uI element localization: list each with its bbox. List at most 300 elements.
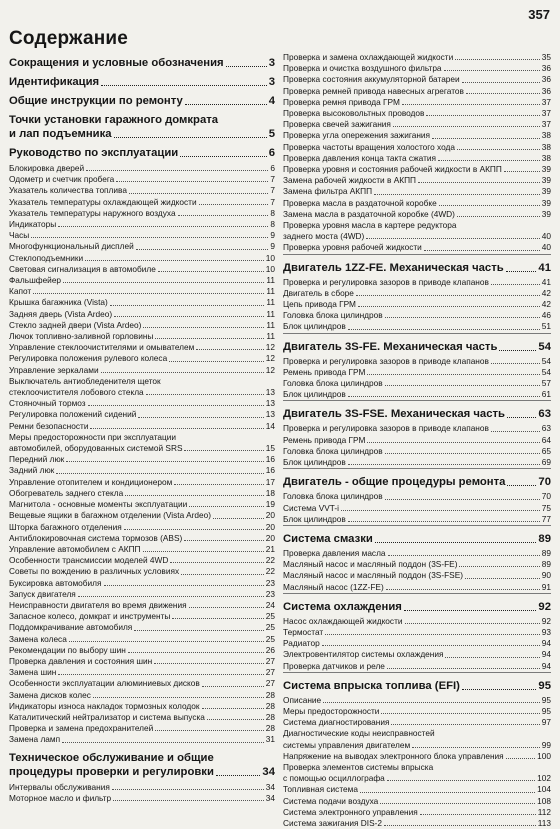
toc-page-number: 37 [541, 119, 551, 130]
toc-entry-text: Радиатор [283, 638, 320, 649]
toc-page-number: 11 [266, 286, 275, 297]
toc-section-heading[interactable] [9, 94, 275, 108]
toc-page-number: 39 [541, 197, 551, 208]
toc-entry[interactable] [283, 559, 551, 570]
toc-section-heading[interactable] [283, 600, 551, 614]
toc-page-number: 9 [270, 241, 275, 252]
toc-entry-text: Проверка и замена охлаждающей жидкости [283, 52, 454, 62]
dot-leader [402, 104, 540, 105]
toc-entry[interactable] [283, 198, 551, 209]
dot-leader [178, 215, 269, 216]
toc-entry[interactable] [9, 488, 275, 499]
toc-entry-text: Каталитический нейтрализатор и система выпуска [9, 711, 205, 722]
toc-page-number: 26 [265, 644, 275, 655]
toc-entry-text: Лючок топливно-заливной горловины [9, 331, 154, 342]
toc-entry[interactable] [9, 331, 275, 342]
toc-page-number: 27 [265, 667, 275, 678]
dot-leader [412, 747, 540, 748]
toc-entry-text: Крышка багажника (Vista) [9, 297, 108, 308]
toc-section-heading[interactable] [283, 679, 551, 693]
section-divider [283, 400, 551, 401]
toc-entry[interactable] [283, 108, 551, 119]
dot-leader [462, 82, 540, 83]
dot-leader [457, 216, 540, 217]
dot-leader [504, 171, 540, 172]
dot-leader [58, 226, 268, 227]
toc-entry[interactable] [9, 477, 275, 488]
toc-right-column [283, 52, 551, 829]
toc-entry[interactable] [283, 119, 551, 130]
toc-entry[interactable] [283, 153, 551, 164]
toc-entry[interactable] [283, 367, 551, 378]
dot-leader [348, 521, 540, 522]
toc-entry-text: Замена дисков колес [9, 689, 91, 700]
toc-page-number: 8 [270, 219, 275, 230]
dot-leader [196, 349, 263, 350]
toc-entry-text: Неисправности двигателя во время движения [9, 599, 187, 610]
toc-entry[interactable] [9, 376, 275, 398]
toc-entry[interactable] [9, 454, 275, 465]
dot-leader [348, 396, 540, 397]
toc-entry-text: Рекомендации по выбору шин [9, 644, 126, 655]
toc-entry-text: Особенности трансмиссии моделей 4WD [9, 555, 169, 566]
dot-leader [202, 708, 264, 709]
toc-page-number: 6 [270, 163, 275, 173]
dot-leader [85, 260, 264, 261]
toc-entry-text-line: Точки установки гаражного домкрата [9, 114, 219, 126]
toc-entry-text: Напряжение на выводах электронного блока управления [283, 750, 504, 761]
toc-entry[interactable] [283, 446, 551, 457]
dot-leader [114, 316, 264, 317]
toc-section-heading[interactable] [283, 532, 551, 546]
dot-leader [506, 271, 537, 272]
toc-page-number: 64 [541, 434, 551, 445]
toc-entry-text: Замена фильтра АКПП [283, 186, 373, 197]
toc-page-number: 54 [538, 340, 551, 353]
toc-page-number: 11 [266, 308, 275, 319]
toc-list-right [283, 52, 551, 829]
toc-entry[interactable] [283, 514, 551, 525]
toc-entry-text: Передний люк [9, 454, 65, 465]
dot-leader [491, 284, 540, 285]
toc-section-heading[interactable] [9, 146, 275, 160]
toc-page-number: 18 [265, 487, 275, 498]
toc-entry[interactable] [283, 762, 551, 784]
dot-leader [62, 742, 264, 743]
toc-entry[interactable] [283, 310, 551, 321]
toc-entry[interactable] [9, 793, 275, 804]
toc-entry-text-line: Техническое обслуживание и общие [9, 751, 214, 764]
toc-entry[interactable] [283, 548, 551, 559]
toc-entry-text: системы управления двигателем [283, 739, 411, 750]
dot-leader [180, 156, 266, 157]
toc-entry-text: стеклоочистителя лобового стекла [9, 387, 144, 398]
toc-entry[interactable] [9, 264, 275, 275]
toc-entry[interactable] [283, 728, 551, 750]
toc-page-number: 23 [265, 588, 275, 599]
toc-page-number: 4 [268, 95, 275, 107]
dot-leader [439, 205, 540, 206]
dot-leader [375, 542, 537, 543]
toc-page-number: 89 [541, 559, 551, 570]
toc-entry-text: Задняя дверь (Vista Ardeo) [9, 308, 113, 319]
toc-entry-text: Блок цилиндров [283, 513, 346, 524]
toc-entry[interactable] [283, 706, 551, 717]
dot-leader [432, 138, 540, 139]
toc-entry[interactable] [283, 175, 551, 186]
toc-entry-text: Головка блока цилиндров [283, 491, 383, 502]
toc-entry-text: Масляный насос и масляный поддон (3S-FSE) [283, 570, 463, 581]
dot-leader [116, 181, 268, 182]
toc-entry[interactable] [283, 491, 551, 502]
toc-entry-text: Двигатель 1ZZ-FE. Механическая часть [283, 261, 504, 274]
toc-entry[interactable] [9, 241, 275, 252]
toc-entry-text: Система впрыска топлива (EFI) [283, 679, 460, 692]
dot-leader [93, 697, 264, 698]
dot-leader [146, 394, 264, 395]
toc-page-number: 14 [265, 420, 275, 431]
toc-entry[interactable] [9, 309, 275, 320]
toc-entry[interactable] [9, 163, 275, 174]
toc-entry-text: автомобилей, оборудованных системой SRS [9, 443, 183, 454]
toc-entry-text: Двигатель 3S-FSE. Механическая часть [283, 408, 505, 421]
dot-leader [134, 630, 263, 631]
toc-page-number: 28 [265, 711, 275, 722]
toc-entry-text: Проверка частоты вращения холостого хода [283, 141, 455, 152]
dot-leader [170, 562, 263, 563]
dot-leader [104, 585, 264, 586]
toc-entry[interactable] [9, 656, 275, 667]
toc-page-number: 38 [541, 130, 551, 141]
toc-section-heading[interactable] [9, 75, 275, 89]
dot-leader [69, 641, 264, 642]
toc-page-number: 91 [541, 581, 551, 592]
toc-entry[interactable] [9, 342, 275, 353]
toc-entry[interactable] [9, 174, 275, 185]
toc-entry[interactable] [9, 723, 275, 734]
toc-entry[interactable] [9, 365, 275, 376]
toc-entry-text: Проверка и регулировка зазоров в приводе клапанов [283, 276, 489, 287]
toc-entry[interactable] [283, 627, 551, 638]
toc-entry[interactable] [283, 130, 551, 141]
dot-leader [110, 305, 265, 306]
dot-leader [445, 657, 539, 658]
toc-entry[interactable] [283, 164, 551, 175]
toc-entry[interactable] [9, 634, 275, 645]
toc-entry-text: Сокращения и условные обозначения [9, 57, 224, 69]
toc-entry[interactable] [9, 230, 275, 241]
toc-entry[interactable] [283, 695, 551, 706]
toc-entry-text: Многофункциональный дисплей [9, 241, 134, 252]
toc-entry-text: Идентификация [9, 76, 100, 88]
toc-entry-text: Запуск двигателя [9, 588, 76, 599]
dot-leader [114, 137, 267, 138]
dot-leader [466, 93, 540, 94]
toc-entry[interactable] [283, 389, 551, 400]
section-divider [283, 254, 551, 255]
toc-entry[interactable] [283, 638, 551, 649]
toc-page-number: 12 [265, 342, 275, 353]
dot-leader [374, 194, 540, 195]
toc-page-number: 25 [265, 622, 275, 633]
dot-leader [172, 618, 263, 619]
toc-entry[interactable] [9, 409, 275, 420]
toc-entry[interactable] [283, 186, 551, 197]
dot-leader [155, 730, 263, 731]
dot-leader [181, 574, 264, 575]
toc-entry[interactable] [9, 286, 275, 297]
toc-page-number: 104 [537, 784, 551, 795]
toc-entry[interactable] [9, 578, 275, 589]
toc-section-heading[interactable] [9, 751, 275, 779]
toc-entry-text: Фальшфейер [9, 275, 62, 286]
toc-entry[interactable] [9, 398, 275, 409]
toc-entry[interactable] [9, 253, 275, 264]
dot-leader [385, 453, 540, 454]
toc-entry[interactable] [283, 299, 551, 310]
toc-entry[interactable] [283, 242, 551, 253]
toc-entry[interactable] [283, 52, 551, 63]
toc-page-number: 46 [541, 310, 551, 321]
toc-entry[interactable] [9, 208, 275, 219]
toc-page-number: 41 [538, 261, 551, 274]
dot-leader [90, 428, 263, 429]
toc-entry[interactable] [9, 533, 275, 544]
toc-entry-text: Задний люк [9, 465, 55, 476]
toc-entry[interactable] [283, 661, 551, 672]
dot-leader [323, 702, 540, 703]
toc-entry-text: Масляный насос (1ZZ-FE) [283, 581, 384, 592]
toc-page-number: 95 [538, 679, 551, 692]
toc-entry[interactable] [283, 209, 551, 220]
toc-entry[interactable] [283, 378, 551, 389]
toc-entry[interactable] [9, 421, 275, 432]
toc-entry-text: Система зажигания DIS-2 [283, 817, 383, 828]
toc-entry[interactable] [283, 570, 551, 581]
toc-entry[interactable] [283, 796, 551, 807]
dot-leader [63, 282, 264, 283]
dot-leader [101, 372, 264, 373]
toc-entry-row [283, 740, 551, 751]
toc-entry[interactable] [9, 353, 275, 364]
toc-section-heading[interactable] [283, 340, 551, 354]
toc-entry-text: Меры предосторожности [283, 705, 380, 716]
toc-entry[interactable] [283, 288, 551, 299]
toc-entry-row [283, 773, 551, 784]
toc-entry[interactable] [9, 275, 275, 286]
toc-page-number: 75 [541, 502, 551, 513]
dot-leader [143, 327, 264, 328]
toc-entry[interactable] [9, 185, 275, 196]
toc-page-number: 9 [270, 230, 275, 241]
dot-leader [387, 668, 540, 669]
toc-entry-text: Двигатель 3S-FE. Механическая часть [283, 340, 498, 353]
toc-page-number: 20 [265, 532, 275, 543]
toc-entry-text: Проверка давления и состояния шин [9, 655, 153, 666]
toc-entry[interactable] [9, 522, 275, 533]
section-divider [283, 672, 551, 673]
toc-page-number: 34 [265, 781, 275, 792]
toc-entry[interactable] [9, 589, 275, 600]
toc-page-number: 36 [541, 85, 551, 96]
toc-entry[interactable] [9, 197, 275, 208]
dot-leader [491, 431, 540, 432]
toc-entry[interactable] [9, 667, 275, 678]
toc-entry-text: Замена колеса [9, 633, 67, 644]
toc-entry[interactable] [9, 499, 275, 510]
dot-leader [88, 405, 264, 406]
toc-entry[interactable] [283, 63, 551, 74]
dot-leader [78, 596, 264, 597]
toc-entry[interactable] [9, 645, 275, 656]
toc-page-number: 63 [541, 423, 551, 434]
toc-entry-text: Проверка и регулировка зазоров в приводе клапанов [283, 355, 489, 366]
dot-leader [384, 825, 536, 826]
toc-entry[interactable] [283, 616, 551, 627]
toc-entry[interactable] [283, 97, 551, 108]
toc-entry-row [9, 127, 275, 141]
toc-entry[interactable] [283, 321, 551, 332]
toc-entry[interactable] [283, 717, 551, 728]
toc-entry[interactable] [283, 423, 551, 434]
toc-entry[interactable] [283, 356, 551, 367]
dot-leader [128, 652, 264, 653]
toc-entry-text: Управление зеркалами [9, 364, 99, 375]
toc-entry-text: Проверка и замена предохранителей [9, 723, 154, 734]
toc-entry[interactable] [9, 600, 275, 611]
toc-section-heading[interactable] [9, 56, 275, 70]
toc-page-number: 5 [268, 128, 275, 140]
dot-leader [491, 363, 540, 364]
toc-entry-text: Проверка датчиков и реле [283, 660, 385, 671]
toc-entry[interactable] [283, 807, 551, 818]
toc-page-number: 95 [541, 705, 551, 716]
dot-leader [86, 170, 268, 171]
toc-page-number: 7 [270, 196, 275, 207]
toc-entry-text: Проверка ремня привода ГРМ [283, 96, 400, 107]
toc-entry[interactable] [283, 751, 551, 762]
toc-entry[interactable] [283, 142, 551, 153]
section-divider [283, 333, 551, 334]
toc-page-number: 51 [541, 321, 551, 332]
toc-entry[interactable] [9, 432, 275, 454]
dot-leader [367, 374, 539, 375]
toc-entry-text: Ремень привода ГРМ [283, 434, 366, 445]
page-number: 357 [528, 7, 550, 22]
toc-entry[interactable] [9, 465, 275, 476]
toc-page-number: 13 [265, 387, 275, 398]
dot-leader [506, 758, 536, 759]
dot-leader [169, 361, 264, 362]
toc-entry[interactable] [9, 690, 275, 701]
toc-entry[interactable] [283, 457, 551, 468]
dot-leader [380, 803, 535, 804]
toc-section-heading[interactable] [283, 407, 551, 421]
toc-entry-text: Проверка давления масла [283, 547, 386, 558]
toc-entry[interactable] [283, 277, 551, 288]
toc-entry-text: Головка блока цилиндров [283, 378, 383, 389]
toc-entry[interactable] [9, 510, 275, 521]
dot-leader [393, 126, 540, 127]
toc-section-heading[interactable] [283, 261, 551, 275]
dot-leader [386, 589, 540, 590]
toc-entry[interactable] [9, 320, 275, 331]
toc-entry[interactable] [283, 503, 551, 514]
toc-entry[interactable] [283, 784, 551, 795]
toc-entry-text: Топливная система [283, 784, 358, 795]
toc-entry[interactable] [9, 555, 275, 566]
toc-page-number: 28 [265, 723, 275, 734]
toc-entry-text: и лап подъемника [9, 128, 112, 140]
toc-page-number: 34 [262, 765, 275, 778]
toc-entry[interactable] [283, 220, 551, 242]
toc-entry[interactable] [283, 74, 551, 85]
toc-entry[interactable] [9, 782, 275, 793]
toc-entry-text: Масляный насос и масляный поддон (3S-FE) [283, 559, 458, 570]
toc-entry[interactable] [9, 566, 275, 577]
toc-page-number: 54 [541, 355, 551, 366]
dot-leader [112, 789, 264, 790]
toc-entry-text: Система электронного управления [283, 806, 418, 817]
toc-page-number: 108 [537, 795, 551, 806]
toc-entry[interactable] [283, 818, 551, 829]
toc-entry-text: Проверка состояния аккумуляторной батареи [283, 74, 460, 85]
dot-leader [405, 623, 540, 624]
toc-page-number: 93 [541, 626, 551, 637]
toc-page-number: 22 [265, 566, 275, 577]
toc-entry-row [283, 231, 551, 242]
toc-entry[interactable] [9, 611, 275, 622]
dot-leader [465, 578, 540, 579]
toc-page-number: 28 [265, 700, 275, 711]
toc-entry[interactable] [9, 297, 275, 308]
toc-entry-text: Указатель температуры охлаждающей жидкости [9, 196, 197, 207]
toc-entry[interactable] [283, 582, 551, 593]
toc-section-heading[interactable] [283, 475, 551, 489]
dot-leader [216, 775, 261, 776]
toc-entry[interactable] [283, 435, 551, 446]
toc-entry-text: Вещевые ящики в багажном отделении (Vista Ardeo) [9, 510, 211, 521]
toc-entry-text: Проверка давления конца такта сжатия [283, 152, 437, 163]
toc-entry[interactable] [9, 678, 275, 689]
toc-entry-text: Система VVT-i [283, 502, 340, 513]
toc-entry[interactable] [9, 622, 275, 633]
toc-entry[interactable] [9, 701, 275, 712]
toc-entry[interactable] [283, 649, 551, 660]
toc-entry-text: Электровентилятор системы охлаждения [283, 649, 444, 660]
toc-entry-text: Управление автомобилем с АКПП [9, 543, 141, 554]
toc-entry-text: Система охлаждения [283, 600, 402, 613]
toc-entry[interactable] [283, 86, 551, 97]
dot-leader [455, 59, 540, 60]
toc-page-number: 92 [538, 600, 551, 613]
dot-leader [174, 484, 263, 485]
toc-entry[interactable] [9, 712, 275, 723]
toc-entry[interactable] [9, 544, 275, 555]
dot-leader [388, 555, 540, 556]
toc-entry-text: Проверка высоковольтных проводов [283, 108, 425, 119]
toc-page-number: 20 [265, 510, 275, 521]
toc-entry[interactable] [9, 219, 275, 230]
toc-entry-text: Блок цилиндров [283, 457, 346, 468]
toc-entry[interactable] [9, 734, 275, 745]
toc-entry-text: Советы по вождению в различных условиях [9, 566, 180, 577]
toc-entry-text: Запасное колесо, домкрат и инструменты [9, 611, 171, 622]
toc-entry-text: Поддомкрачивание автомобиля [9, 622, 133, 633]
toc-page-number: 16 [265, 454, 275, 465]
toc-section-heading[interactable] [9, 113, 275, 141]
toc-page-number: 15 [265, 443, 275, 454]
